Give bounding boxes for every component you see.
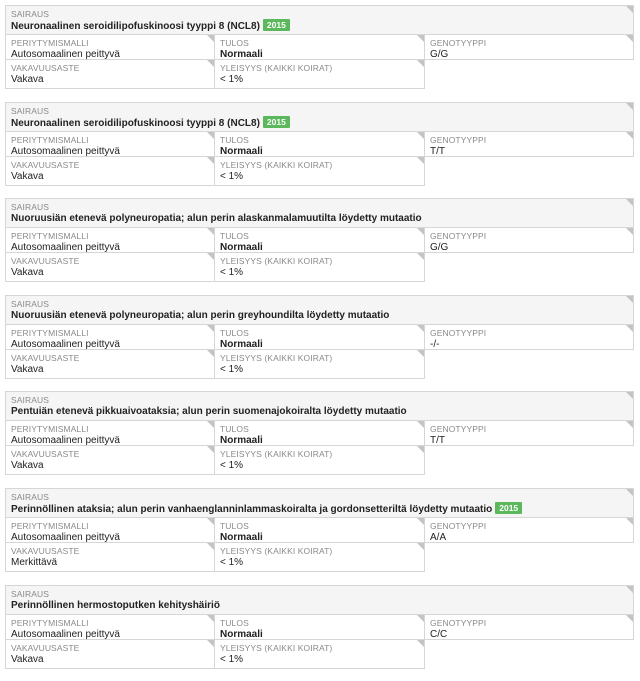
prevalence-value: < 1% xyxy=(220,267,244,279)
result-value: Normaali xyxy=(220,338,263,350)
genotype-value: C/C xyxy=(430,628,448,640)
test-results-list xyxy=(5,5,634,681)
test-result-card xyxy=(5,198,634,282)
genotype-label: GENOTYYPPI xyxy=(430,617,487,628)
disease-label: SAIRAUS xyxy=(11,395,50,406)
result-label: TULOS xyxy=(220,617,249,628)
inheritance-value: Autosomaalinen peittyvä xyxy=(11,628,120,640)
result-value: Normaali xyxy=(220,242,263,254)
inheritance-label: PERIYTYMISMALLI xyxy=(11,38,89,48)
genotype-label: GENOTYYPPI xyxy=(430,327,487,338)
inheritance-value: Autosomaalinen peittyvä xyxy=(11,531,120,543)
genotype-value: T/T xyxy=(430,435,445,447)
disease-name-text: Perinnöllinen ataksia; alun perin vanhaenglanninlammaskoiralta ja gordonsetteriltä löydetty mutaatio xyxy=(11,503,493,515)
result-value: Normaali xyxy=(220,49,263,60)
result-cell xyxy=(214,34,425,60)
genotype-label: GENOTYYPPI xyxy=(430,424,487,435)
inheritance-value: Autosomaalinen peittyvä xyxy=(11,242,120,254)
prevalence-label: YLEISYYS (KAIKKI KOIRAT) xyxy=(220,256,333,267)
disease-name-text: Perinnöllinen hermostoputken kehityshäiriö xyxy=(11,599,220,611)
genotype-label: GENOTYYPPI xyxy=(430,231,487,242)
severity-label: VAKAVUUSASTE xyxy=(11,256,80,267)
inheritance-value: Autosomaalinen peittyvä xyxy=(11,145,120,157)
severity-value: Vakava xyxy=(11,363,44,375)
severity-label: VAKAVUUSASTE xyxy=(11,545,80,556)
result-value: Normaali xyxy=(220,531,263,543)
disease-name-text: Neuronaalinen seroidilipofuskinoosi tyyppi 8 (NCL8) xyxy=(11,21,260,32)
disease-cell xyxy=(5,295,634,325)
disease-cell xyxy=(5,488,634,518)
disease-cell xyxy=(5,198,634,228)
severity-value: Merkittävä xyxy=(11,556,58,568)
disease-cell xyxy=(5,585,634,615)
severity-value: Vakava xyxy=(11,267,44,279)
test-result-card xyxy=(5,295,634,379)
inheritance-cell xyxy=(5,324,215,350)
inheritance-cell xyxy=(5,517,215,543)
result-cell xyxy=(214,420,425,446)
result-value: Normaali xyxy=(220,145,263,157)
inheritance-value: Autosomaalinen peittyvä xyxy=(11,435,120,447)
year-badge: 2015 xyxy=(495,502,522,514)
genotype-cell xyxy=(424,517,634,543)
result-cell xyxy=(214,614,425,640)
inheritance-cell xyxy=(5,227,215,253)
prevalence-cell xyxy=(214,639,425,669)
prevalence-value: < 1% xyxy=(220,363,244,375)
severity-label: VAKAVUUSASTE xyxy=(11,449,80,460)
severity-cell xyxy=(5,59,215,89)
genotype-label: GENOTYYPPI xyxy=(430,134,487,145)
severity-cell xyxy=(5,156,215,186)
prevalence-label: YLEISYYS (KAIKKI KOIRAT) xyxy=(220,159,333,170)
disease-name xyxy=(11,309,628,322)
severity-label: VAKAVUUSASTE xyxy=(11,63,80,73)
genotype-label: GENOTYYPPI xyxy=(430,38,487,48)
inheritance-cell xyxy=(5,420,215,446)
prevalence-cell xyxy=(214,445,425,475)
result-cell xyxy=(214,227,425,253)
prevalence-value: < 1% xyxy=(220,556,244,568)
disease-name xyxy=(11,599,628,612)
severity-cell xyxy=(5,639,215,669)
prevalence-value: < 1% xyxy=(220,170,244,182)
disease-name xyxy=(11,405,628,418)
result-label: TULOS xyxy=(220,327,249,338)
result-cell xyxy=(214,324,425,350)
inheritance-label: PERIYTYMISMALLI xyxy=(11,424,89,435)
prevalence-label: YLEISYYS (KAIKKI KOIRAT) xyxy=(220,449,333,460)
prevalence-label: YLEISYYS (KAIKKI KOIRAT) xyxy=(220,642,333,653)
severity-label: VAKAVUUSASTE xyxy=(11,159,80,170)
result-cell xyxy=(214,131,425,157)
genotype-cell xyxy=(424,227,634,253)
severity-cell xyxy=(5,542,215,572)
result-label: TULOS xyxy=(220,520,249,531)
test-result-card xyxy=(5,102,634,186)
disease-name-text: Nuoruusiän etenevä polyneuropatia; alun perin greyhoundilta löydetty mutaatio xyxy=(11,309,390,321)
prevalence-value: < 1% xyxy=(220,653,244,665)
inheritance-cell xyxy=(5,34,215,60)
prevalence-cell xyxy=(214,542,425,572)
severity-value: Vakava xyxy=(11,653,44,665)
test-result-card xyxy=(5,5,634,89)
inheritance-cell xyxy=(5,131,215,157)
disease-name-text: Pentuiän etenevä pikkuaivoataksia; alun perin suomenajokoiralta löydetty mutaatio xyxy=(11,406,407,418)
disease-cell xyxy=(5,102,634,132)
genotype-value: -/- xyxy=(430,338,440,350)
severity-label: VAKAVUUSASTE xyxy=(11,352,80,363)
year-badge: 2015 xyxy=(263,19,290,31)
genotype-value: G/G xyxy=(430,242,449,254)
disease-cell xyxy=(5,5,634,35)
inheritance-label: PERIYTYMISMALLI xyxy=(11,231,89,242)
disease-name-text: Neuronaalinen seroidilipofuskinoosi tyyppi 8 (NCL8) xyxy=(11,117,260,129)
severity-cell xyxy=(5,445,215,475)
inheritance-cell xyxy=(5,614,215,640)
inheritance-label: PERIYTYMISMALLI xyxy=(11,617,89,628)
result-label: TULOS xyxy=(220,38,249,48)
test-result-card xyxy=(5,488,634,572)
genotype-cell xyxy=(424,131,634,157)
severity-cell xyxy=(5,349,215,379)
genotype-cell xyxy=(424,324,634,350)
result-label: TULOS xyxy=(220,424,249,435)
severity-cell xyxy=(5,252,215,282)
genotype-cell xyxy=(424,614,634,640)
test-result-card xyxy=(5,391,634,475)
disease-name xyxy=(11,502,628,516)
disease-name xyxy=(11,212,628,225)
severity-value: Vakava xyxy=(11,170,44,182)
inheritance-value: Autosomaalinen peittyvä xyxy=(11,338,120,350)
disease-label: SAIRAUS xyxy=(11,491,50,502)
prevalence-cell xyxy=(214,349,425,379)
severity-label: VAKAVUUSASTE xyxy=(11,642,80,653)
inheritance-label: PERIYTYMISMALLI xyxy=(11,327,89,338)
prevalence-label: YLEISYYS (KAIKKI KOIRAT) xyxy=(220,545,333,556)
result-cell xyxy=(214,517,425,543)
prevalence-label: YLEISYYS (KAIKKI KOIRAT) xyxy=(220,63,333,73)
result-value: Normaali xyxy=(220,435,263,447)
severity-value: Vakava xyxy=(11,74,44,85)
disease-label: SAIRAUS xyxy=(11,588,50,599)
test-result-card xyxy=(5,585,634,669)
prevalence-cell xyxy=(214,252,425,282)
genotype-label: GENOTYYPPI xyxy=(430,520,487,531)
prevalence-label: YLEISYYS (KAIKKI KOIRAT) xyxy=(220,352,333,363)
year-badge: 2015 xyxy=(263,116,290,128)
disease-name xyxy=(11,19,628,33)
disease-name-text: Nuoruusiän etenevä polyneuropatia; alun perin alaskanmalamuutilta löydetty mutaatio xyxy=(11,213,422,225)
inheritance-value: Autosomaalinen peittyvä xyxy=(11,49,120,60)
result-value: Normaali xyxy=(220,628,263,640)
prevalence-value: < 1% xyxy=(220,74,244,85)
disease-cell xyxy=(5,391,634,421)
inheritance-label: PERIYTYMISMALLI xyxy=(11,520,89,531)
genotype-cell xyxy=(424,34,634,60)
disease-label: SAIRAUS xyxy=(11,202,50,213)
disease-label: SAIRAUS xyxy=(11,298,50,309)
result-label: TULOS xyxy=(220,231,249,242)
disease-label: SAIRAUS xyxy=(11,105,50,116)
genotype-cell xyxy=(424,420,634,446)
prevalence-value: < 1% xyxy=(220,460,244,472)
genotype-value: G/G xyxy=(430,49,449,60)
prevalence-cell xyxy=(214,59,425,89)
disease-name xyxy=(11,116,628,130)
genotype-value: A/A xyxy=(430,531,447,543)
prevalence-cell xyxy=(214,156,425,186)
disease-label: SAIRAUS xyxy=(11,9,50,19)
result-label: TULOS xyxy=(220,134,249,145)
inheritance-label: PERIYTYMISMALLI xyxy=(11,134,89,145)
severity-value: Vakava xyxy=(11,460,44,472)
genotype-value: T/T xyxy=(430,145,445,157)
